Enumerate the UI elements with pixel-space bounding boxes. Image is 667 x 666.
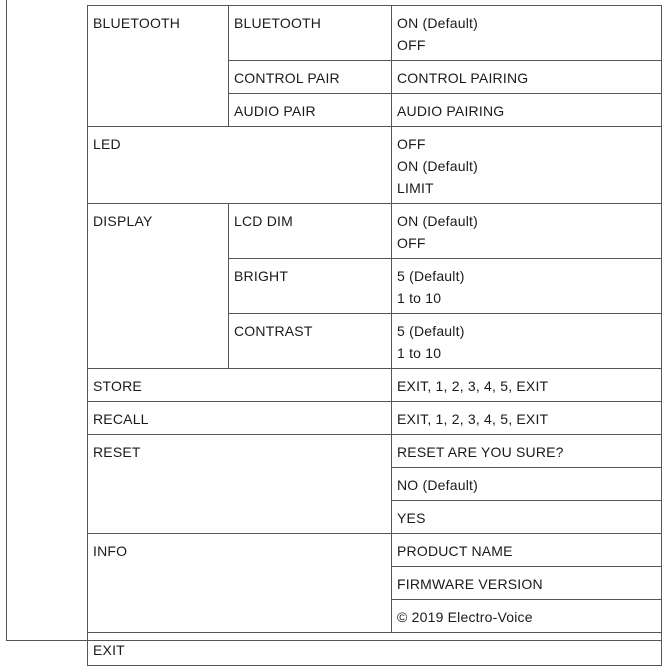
menu-item-recall: RECALL <box>88 402 392 435</box>
table-row <box>88 127 662 204</box>
option-text: RESET ARE YOU SURE? <box>392 435 662 468</box>
options-cell <box>392 314 662 369</box>
options-cell <box>392 127 662 204</box>
submenu-item-bright: BRIGHT <box>229 259 392 314</box>
option-text: OFF <box>397 37 426 53</box>
table-row <box>88 204 662 259</box>
option-text: YES <box>392 501 662 534</box>
table-row <box>88 435 662 468</box>
options-cell <box>392 259 662 314</box>
option-text: EXIT, 1, 2, 3, 4, 5, EXIT <box>392 402 662 435</box>
submenu-item-control-pair: CONTROL PAIR <box>229 61 392 94</box>
menu-item-exit: EXIT <box>88 633 662 666</box>
option-text: OFF <box>397 235 426 251</box>
option-text: ON (Default) <box>397 213 478 229</box>
table-row <box>88 369 662 402</box>
table-row <box>88 633 662 666</box>
option-text: PRODUCT NAME <box>392 534 662 567</box>
submenu-item-bluetooth: BLUETOOTH <box>229 6 392 61</box>
table-row <box>88 6 662 61</box>
option-text: 5 (Default) <box>397 323 465 339</box>
submenu-item-audio-pair: AUDIO PAIR <box>229 94 392 127</box>
option-text: ON (Default) <box>397 15 478 31</box>
left-border <box>6 0 7 641</box>
menu-item-store: STORE <box>88 369 392 402</box>
option-text: CONTROL PAIRING <box>392 61 662 94</box>
option-text: 1 to 10 <box>397 290 442 306</box>
submenu-item-contrast: CONTRAST <box>229 314 392 369</box>
menu-item-reset: RESET <box>88 435 392 534</box>
menu-item-led: LED <box>88 127 392 204</box>
option-text: ON (Default) <box>397 158 478 174</box>
menu-structure-table <box>87 5 662 666</box>
menu-item-bluetooth: BLUETOOTH <box>88 6 229 127</box>
option-text: NO (Default) <box>392 468 662 501</box>
option-text: © 2019 Electro-Voice <box>392 600 662 633</box>
option-text: AUDIO PAIRING <box>392 94 662 127</box>
option-text: 1 to 10 <box>397 345 442 361</box>
table-row <box>88 534 662 567</box>
options-cell <box>392 6 662 61</box>
option-text: OFF <box>397 136 426 152</box>
option-text: EXIT, 1, 2, 3, 4, 5, EXIT <box>392 369 662 402</box>
submenu-item-lcd-dim: LCD DIM <box>229 204 392 259</box>
menu-item-display: DISPLAY <box>88 204 229 369</box>
options-cell <box>392 204 662 259</box>
table-row <box>88 402 662 435</box>
option-text: LIMIT <box>397 180 434 196</box>
option-text: 5 (Default) <box>397 268 465 284</box>
menu-item-info: INFO <box>88 534 392 633</box>
option-text: FIRMWARE VERSION <box>392 567 662 600</box>
